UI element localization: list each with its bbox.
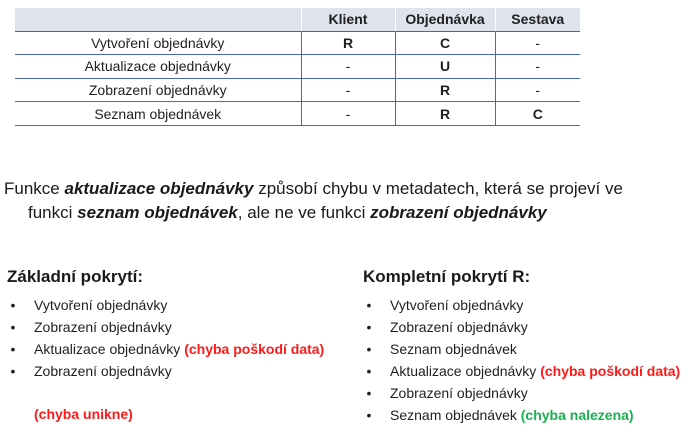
list-item [363,360,697,382]
basic-coverage-list [7,294,347,382]
list-item [7,294,347,316]
list-item-label: Zobrazení objednávky [34,363,172,379]
cell-sestava: C [495,102,580,126]
list-item [7,360,347,382]
found-note: (chyba nalezena) [520,407,634,423]
table-row [15,55,580,79]
list-item [363,382,697,404]
cell-objednavka: U [395,55,495,79]
list-item-label: Zobrazení objednávky [390,385,528,401]
basic-coverage-section [7,264,347,382]
row-function-label: Aktualizace objednávky [15,55,301,79]
list-item-label: Vytvoření objednávky [34,297,168,313]
table-row [15,31,580,55]
cell-sestava: - [495,31,580,55]
list-item-label: Zobrazení objednávky [34,319,172,335]
list-item-label: Seznam objednávek [390,341,517,357]
bullet-icon: • [10,297,16,313]
cell-klient: R [301,31,395,55]
bullet-icon: • [366,385,372,401]
list-item [363,294,697,316]
full-coverage-title: Kompletní pokrytí R: [363,267,531,286]
cell-objednavka: R [395,78,495,102]
error-note: (chyba poškodí data) [540,363,681,379]
cell-sestava: - [495,55,580,79]
statement-paragraph [4,177,696,225]
table-row [15,78,580,102]
statement-emphasis: seznam objednávek [77,203,238,222]
header-sestava: Sestava [495,8,580,31]
list-item-label: Seznam objednávek [390,407,521,423]
basic-coverage-title: Základní pokrytí: [7,267,144,286]
statement-text: Funkce [4,179,65,198]
header-klient: Klient [301,8,395,31]
bullet-icon: • [366,297,372,313]
crud-matrix-table [15,8,580,126]
statement-text: funkci [28,203,78,222]
header-blank-cell [15,8,301,31]
list-item-label: Aktualizace objednávky [390,363,541,379]
list-item [363,316,697,338]
list-item [7,338,347,360]
error-note: (chyba poškodí data) [184,341,325,357]
row-function-label: Seznam objednávek [15,102,301,126]
bullet-icon: • [366,363,372,379]
statement-text: způsobí chybu v metadatech, která se projeví ve [253,179,623,198]
row-function-label: Zobrazení objednávky [15,78,301,102]
statement-emphasis: zobrazení objednávky [370,203,547,222]
list-item [7,316,347,338]
table-row [15,102,580,126]
cell-sestava: - [495,78,580,102]
bullet-icon: • [366,319,372,335]
row-function-label: Vytvoření objednávky [15,31,301,55]
bullet-icon: • [10,363,16,379]
statement-text: , ale ne ve funkci [237,203,371,222]
cell-klient: - [301,78,395,102]
full-coverage-list [363,294,697,426]
statement-emphasis: aktualizace objednávky [64,179,254,198]
cell-objednavka: R [395,102,495,126]
cell-klient: - [301,55,395,79]
bullet-icon: • [10,341,16,357]
escape-note: (chyba unikne) [34,406,133,422]
cell-klient: - [301,102,395,126]
header-objednavka: Objednávka [395,8,495,31]
statement-line-2 [4,201,696,225]
bullet-icon: • [10,319,16,335]
list-item-label: Vytvoření objednávky [390,297,524,313]
bullet-icon: • [366,407,372,423]
table-header-row [15,8,580,31]
full-coverage-section [363,264,697,426]
cell-objednavka: C [395,31,495,55]
list-item-label: Aktualizace objednávky [34,341,185,357]
list-item-label: Zobrazení objednávky [390,319,528,335]
list-item [363,338,697,360]
list-item [363,404,697,426]
bullet-icon: • [366,341,372,357]
